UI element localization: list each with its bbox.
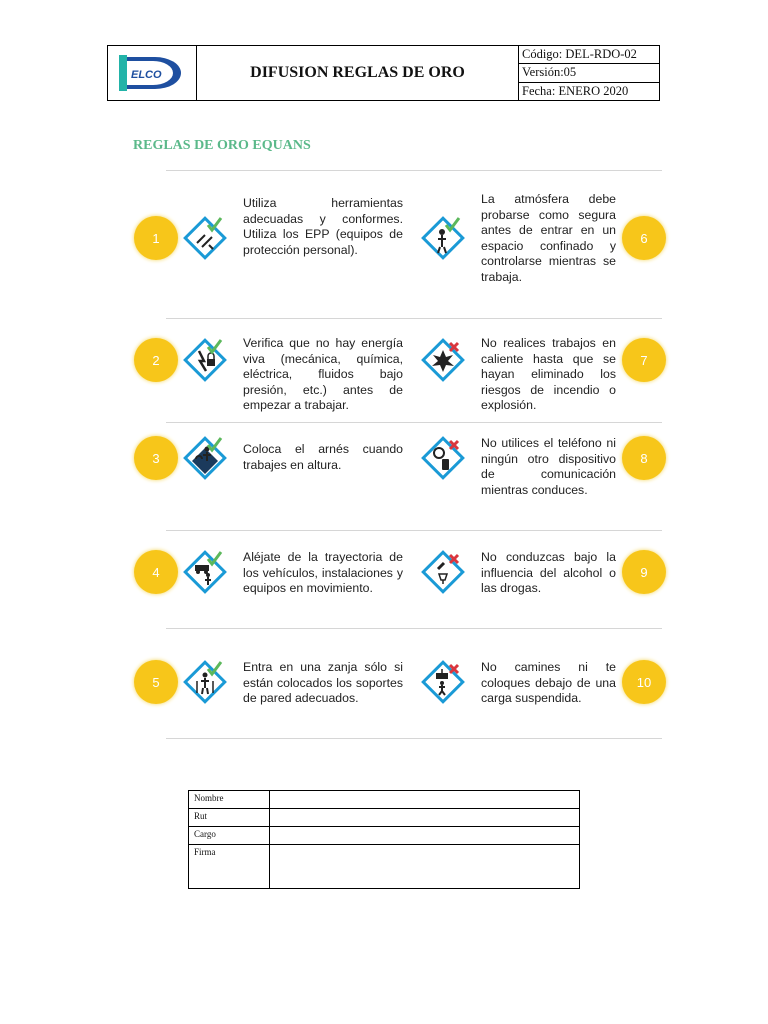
rule-text: Aléjate de la trayectoria de los vehículos, instalaciones y equipos en movimiento. <box>243 550 403 595</box>
form-row <box>189 791 580 809</box>
rule-number-badge: 3 <box>134 436 178 480</box>
cargo-field[interactable] <box>270 827 580 845</box>
separator <box>166 530 662 531</box>
rule-text: No realices trabajos en caliente hasta que se hayan eliminado los riesgos de incendio o explosión. <box>481 336 616 412</box>
rule-text: La atmósfera debe probarse como segura antes de entrar en un espacio confinado y controlarse mientras se trabaja. <box>481 192 616 284</box>
rule-number-badge: 7 <box>622 338 666 382</box>
gas-test-icon <box>420 215 466 261</box>
tools-icon <box>182 215 228 261</box>
form-row <box>189 845 580 889</box>
rule-number-badge: 8 <box>622 436 666 480</box>
separator <box>166 318 662 319</box>
rule-text: No utilices el teléfono ni ningún otro dispositivo de comunicación mientras conduces. <box>481 436 616 497</box>
form-label-firma: Firma <box>189 845 270 889</box>
harness-icon <box>182 435 228 481</box>
explosion-icon <box>420 337 466 383</box>
form-row <box>189 827 580 845</box>
rule-text: No camines ni te coloques debajo de una carga suspendida. <box>481 660 616 705</box>
separator <box>166 170 662 171</box>
lockout-icon <box>182 337 228 383</box>
suspended-load-icon <box>420 659 466 705</box>
company-logo <box>115 53 189 93</box>
form-row <box>189 809 580 827</box>
rule-number-badge: 6 <box>622 216 666 260</box>
rule-number-badge: 5 <box>134 660 178 704</box>
logo-cell <box>108 46 197 100</box>
rule-number-badge: 10 <box>622 660 666 704</box>
alcohol-icon <box>420 549 466 595</box>
rule-text: Coloca el arnés cuando trabajes en altura. <box>243 442 403 472</box>
rule-text: No conduzcas bajo la influencia del alcohol o las drogas. <box>481 550 616 595</box>
trench-icon <box>182 659 228 705</box>
separator <box>166 422 662 423</box>
rule-number-badge: 4 <box>134 550 178 594</box>
rut-field[interactable] <box>270 809 580 827</box>
form-label-cargo: Cargo <box>189 827 270 845</box>
meta-codigo: Código: DEL-RDO-02 <box>519 46 659 64</box>
svg-text:ELCO: ELCO <box>131 69 162 81</box>
signature-form <box>188 790 580 889</box>
phone-driving-icon <box>420 435 466 481</box>
document-meta <box>519 46 659 100</box>
rule-number-badge: 9 <box>622 550 666 594</box>
document-title: DIFUSION REGLAS DE ORO <box>197 46 519 100</box>
nombre-field[interactable] <box>270 791 580 809</box>
meta-version: Versión:05 <box>519 64 659 82</box>
section-title: REGLAS DE ORO EQUANS <box>133 138 311 153</box>
rule-number-badge: 1 <box>134 216 178 260</box>
separator <box>166 738 662 739</box>
rule-text: Utiliza herramientas adecuadas y conformes. Utiliza los EPP (equipos de protección personal). <box>243 196 403 257</box>
separator <box>166 628 662 629</box>
rule-text: Verifica que no hay energía viva (mecánica, química, eléctrica, fluidos bajo presión, etc.) antes de empezar a trabajar. <box>243 336 403 412</box>
golden-rules-infographic <box>126 170 662 740</box>
document-header <box>107 45 660 101</box>
rule-text: Entra en una zanja sólo si están colocados los soportes de pared adecuados. <box>243 660 403 705</box>
firma-field[interactable] <box>270 845 580 889</box>
form-label-nombre: Nombre <box>189 791 270 809</box>
meta-fecha: Fecha: ENERO 2020 <box>522 83 629 98</box>
form-label-rut: Rut <box>189 809 270 827</box>
rule-number-badge: 2 <box>134 338 178 382</box>
vehicle-icon <box>182 549 228 595</box>
